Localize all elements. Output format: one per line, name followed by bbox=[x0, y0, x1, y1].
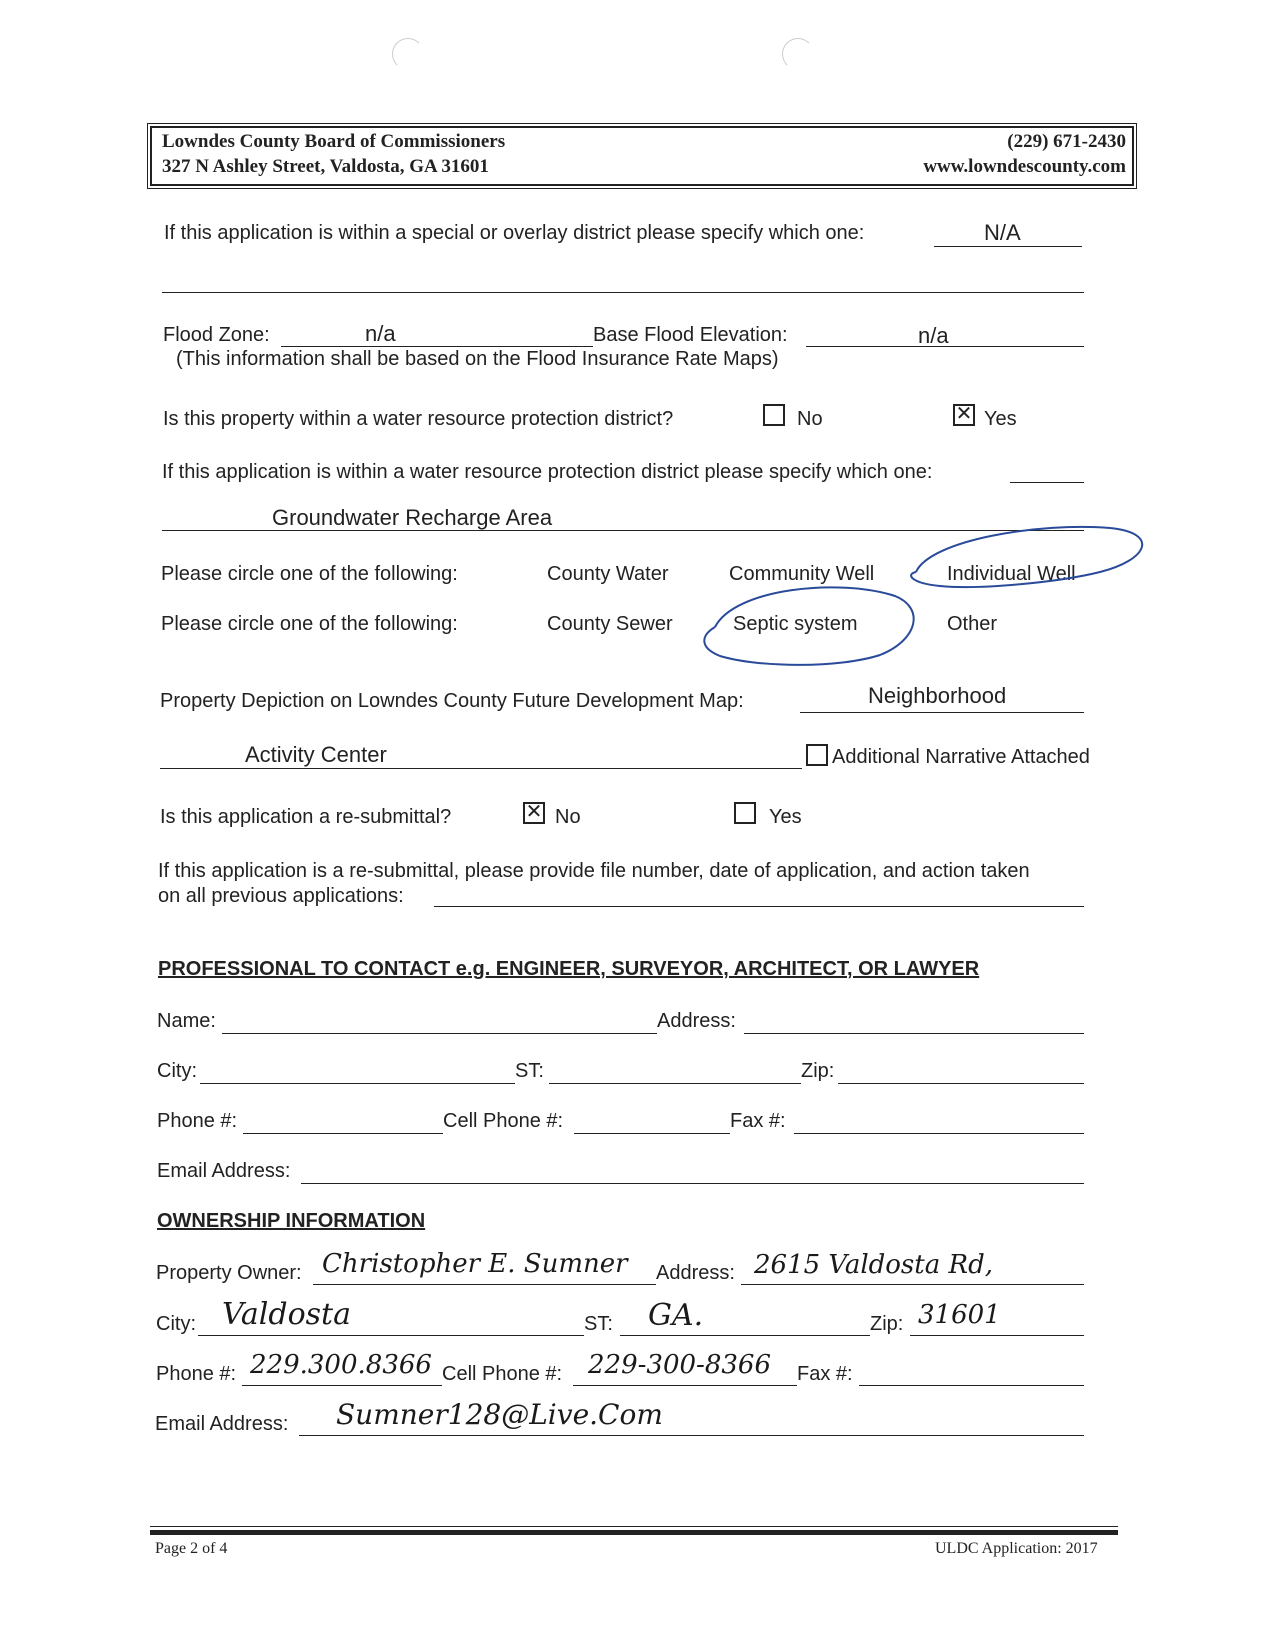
owner-email-line[interactable] bbox=[299, 1435, 1084, 1436]
pro-zip-label: Zip: bbox=[801, 1060, 835, 1082]
pro-city-label: City: bbox=[157, 1060, 197, 1082]
owner-zip-value: 31601 bbox=[918, 1300, 1001, 1330]
owner-st-line[interactable] bbox=[620, 1335, 870, 1336]
pro-zip-line[interactable] bbox=[838, 1083, 1084, 1084]
base-flood-elevation-value: n/a bbox=[918, 323, 949, 348]
overlay-field-line[interactable] bbox=[934, 246, 1082, 247]
owner-zip-line[interactable] bbox=[910, 1335, 1084, 1336]
flood-zone-value: n/a bbox=[365, 321, 396, 346]
option-septic-system[interactable]: Septic system bbox=[733, 613, 858, 635]
resubmittal-yes-checkbox[interactable] bbox=[734, 802, 756, 824]
water-district-specify: If this application is within a water resource protection district please specify which one: bbox=[162, 461, 933, 483]
pro-email-line[interactable] bbox=[301, 1183, 1084, 1184]
owner-cell-line[interactable] bbox=[573, 1385, 797, 1386]
resubmittal-no-label: No bbox=[555, 806, 581, 828]
pro-name-label: Name: bbox=[157, 1010, 216, 1032]
overlay-question: If this application is within a special or overlay district please specify which one: bbox=[164, 222, 865, 244]
future-map-line-1[interactable] bbox=[800, 712, 1084, 713]
base-flood-elevation-label: Base Flood Elevation: bbox=[593, 324, 788, 346]
org-phone: (229) 671-2430 bbox=[1007, 131, 1126, 152]
owner-phone-label: Phone #: bbox=[156, 1363, 237, 1385]
resubmittal-details-line[interactable] bbox=[434, 906, 1084, 907]
owner-zip-label: Zip: bbox=[870, 1313, 904, 1335]
owner-cell-label: Cell Phone #: bbox=[442, 1363, 563, 1385]
letterhead-box bbox=[150, 126, 1134, 186]
owner-city-label: City: bbox=[156, 1313, 196, 1335]
punch-hole-left bbox=[392, 38, 424, 70]
pro-st-label: ST: bbox=[515, 1060, 544, 1082]
flood-zone-line[interactable] bbox=[281, 346, 593, 347]
additional-narrative-checkbox[interactable] bbox=[806, 744, 828, 766]
water-circle-label: Please circle one of the following: bbox=[161, 563, 458, 585]
water-district-specify-line[interactable] bbox=[1010, 482, 1084, 483]
future-map-label: Property Depiction on Lowndes County Future Development Map: bbox=[160, 690, 744, 712]
owner-st-label: ST: bbox=[584, 1313, 613, 1335]
resubmittal-details-line1: If this application is a re-submittal, please provide file number, date of application, and action taken bbox=[158, 860, 1030, 882]
pro-address-line[interactable] bbox=[744, 1033, 1084, 1034]
pro-name-line[interactable] bbox=[222, 1033, 657, 1034]
owner-address-label: Address: bbox=[656, 1262, 735, 1284]
resubmittal-details-line2: on all previous applications: bbox=[158, 885, 404, 907]
sewer-circle-label: Please circle one of the following: bbox=[161, 613, 458, 635]
ownership-heading: OWNERSHIP INFORMATION bbox=[157, 1210, 426, 1232]
water-district-no-checkbox[interactable] bbox=[763, 404, 785, 426]
pro-cell-label: Cell Phone #: bbox=[443, 1110, 564, 1132]
pro-phone-line[interactable] bbox=[243, 1133, 443, 1134]
owner-address-value: 2615 Valdosta Rd, bbox=[754, 1250, 993, 1280]
water-district-yes-label: Yes bbox=[984, 408, 1017, 430]
owner-cell-value: 229-300-8366 bbox=[588, 1350, 771, 1380]
org-address: 327 N Ashley Street, Valdosta, GA 31601 bbox=[162, 156, 489, 177]
punch-hole-right bbox=[782, 38, 814, 70]
owner-fax-label: Fax #: bbox=[797, 1363, 853, 1385]
owner-label: Property Owner: bbox=[156, 1262, 302, 1284]
future-map-value-2: Activity Center bbox=[245, 742, 387, 767]
owner-city-line[interactable] bbox=[198, 1335, 584, 1336]
pro-address-label: Address: bbox=[657, 1010, 736, 1032]
org-website: www.lowndescounty.com bbox=[923, 156, 1126, 177]
flood-zone-label: Flood Zone: bbox=[163, 324, 270, 346]
footer-page-number: Page 2 of 4 bbox=[155, 1540, 228, 1557]
footer-rule-thick bbox=[150, 1530, 1118, 1535]
pro-phone-label: Phone #: bbox=[157, 1110, 238, 1132]
water-district-yes-checkbox[interactable] bbox=[953, 404, 975, 426]
resubmittal-yes-label: Yes bbox=[769, 806, 802, 828]
owner-st-value: GA. bbox=[648, 1298, 704, 1333]
footer-form-id: ULDC Application: 2017 bbox=[935, 1540, 1098, 1557]
additional-narrative-label: Additional Narrative Attached bbox=[832, 746, 1090, 768]
flood-note: (This information shall be based on the Flood Insurance Rate Maps) bbox=[176, 348, 779, 370]
owner-address-line[interactable] bbox=[741, 1284, 1084, 1285]
org-name: Lowndes County Board of Commissioners bbox=[162, 131, 506, 152]
owner-email-value: Sumner128@Live.Com bbox=[336, 1398, 663, 1431]
option-county-sewer[interactable]: County Sewer bbox=[547, 613, 673, 635]
overlay-answer: N/A bbox=[984, 220, 1021, 245]
pro-fax-label: Fax #: bbox=[730, 1110, 786, 1132]
future-map-line-2[interactable] bbox=[160, 768, 802, 769]
resubmittal-no-checkbox[interactable] bbox=[523, 802, 545, 824]
option-county-water[interactable]: County Water bbox=[547, 563, 669, 585]
water-district-value: Groundwater Recharge Area bbox=[272, 505, 553, 530]
option-individual-well[interactable]: Individual Well bbox=[947, 563, 1076, 585]
pro-cell-line[interactable] bbox=[574, 1133, 730, 1134]
water-district-question: Is this property within a water resource protection district? bbox=[163, 408, 674, 430]
pro-email-label: Email Address: bbox=[157, 1160, 291, 1182]
owner-phone-value: 229.300.8366 bbox=[250, 1350, 432, 1380]
professional-heading: PROFESSIONAL TO CONTACT e.g. ENGINEER, SURVEYOR, ARCHITECT, OR LAWYER bbox=[158, 958, 980, 980]
owner-line[interactable] bbox=[313, 1284, 656, 1285]
footer-rule-thin bbox=[150, 1526, 1118, 1527]
resubmittal-question: Is this application a re-submittal? bbox=[160, 806, 452, 828]
option-community-well[interactable]: Community Well bbox=[729, 563, 875, 585]
water-district-no-label: No bbox=[797, 408, 823, 430]
future-map-value-1: Neighborhood bbox=[868, 683, 1007, 708]
owner-value: Christopher E. Sumner bbox=[322, 1249, 628, 1279]
option-other[interactable]: Other bbox=[947, 613, 998, 635]
owner-fax-line[interactable] bbox=[859, 1385, 1084, 1386]
pro-city-line[interactable] bbox=[200, 1083, 515, 1084]
owner-city-value: Valdosta bbox=[222, 1297, 351, 1332]
overlay-second-line[interactable] bbox=[162, 292, 1084, 293]
owner-email-label: Email Address: bbox=[155, 1413, 289, 1435]
owner-phone-line[interactable] bbox=[242, 1385, 442, 1386]
pro-fax-line[interactable] bbox=[794, 1133, 1084, 1134]
pro-st-line[interactable] bbox=[549, 1083, 801, 1084]
